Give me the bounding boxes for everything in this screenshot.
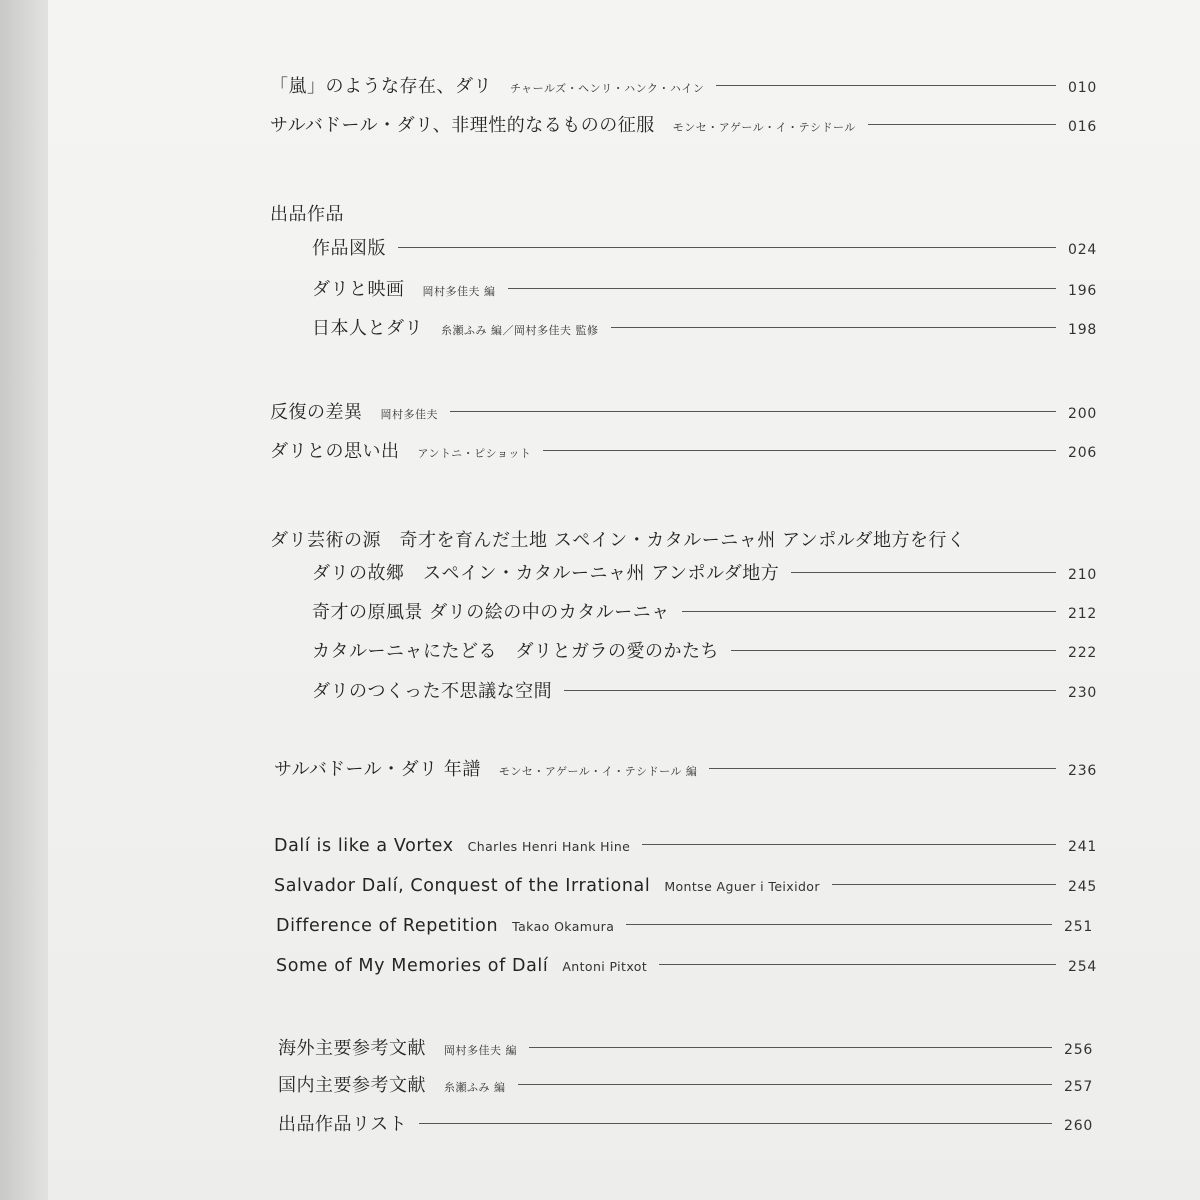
toc-entry-title: 「嵐」のような存在、ダリ [270, 76, 492, 97]
toc-entry [312, 598, 1110, 634]
toc-entry [270, 437, 1110, 473]
toc-entry-title: 奇才の原風景 ダリの絵の中のカタルーニャ [312, 602, 670, 623]
toc-entry-author: Antoni Pitxot [562, 959, 648, 974]
toc-entry [276, 956, 1110, 992]
toc-entry-title: 作品図版 [312, 238, 386, 259]
toc-entry-author: 岡村多佳夫 編 [444, 1044, 517, 1057]
leader-line [529, 1047, 1052, 1048]
toc-entry-page: 257 [1064, 1079, 1094, 1095]
leader-line [731, 650, 1056, 651]
toc-entry-page: 256 [1064, 1042, 1094, 1058]
section-heading: 出品作品 [270, 204, 344, 225]
toc-entry-title: Salvador Dalí, Conquest of the Irrational [274, 876, 651, 896]
toc-entry-page: 024 [1068, 242, 1098, 258]
leader-line [398, 247, 1056, 248]
toc-entry-title: ダリのつくった不思議な空間 [312, 681, 553, 702]
toc-entry-page: 245 [1068, 879, 1098, 895]
toc-entry-author: チャールズ・ヘンリ・ハンク・ハイン [510, 82, 705, 95]
toc-entry-page: 212 [1068, 606, 1098, 622]
leader-line [564, 690, 1056, 691]
toc-entry [312, 559, 1110, 595]
toc-entry [278, 1071, 1106, 1107]
toc-entry-page: 260 [1064, 1118, 1094, 1134]
toc-entry-title: 出品作品リスト [278, 1114, 408, 1135]
toc-entry [270, 72, 1110, 108]
toc-entry [312, 637, 1110, 673]
toc-entry-page: 236 [1068, 763, 1098, 779]
toc-entry-page: 230 [1068, 685, 1098, 701]
toc-entry-author: 糸瀬ふみ 編 [444, 1081, 506, 1094]
leader-line [626, 924, 1052, 925]
toc-entry-page: 016 [1068, 119, 1098, 135]
leader-line [611, 327, 1057, 328]
toc-entry [312, 275, 1110, 311]
toc-entry-page: 196 [1068, 283, 1098, 299]
toc-entry-page: 210 [1068, 567, 1098, 583]
toc-entry-page: 222 [1068, 645, 1098, 661]
toc-entry-author: アントニ・ピショット [417, 447, 532, 460]
toc-entry-author: Montse Aguer i Teixidor [664, 879, 820, 894]
toc-entry-title: カタルーニャにたどる ダリとガラの愛のかたち [312, 641, 719, 662]
toc-entry-page: 254 [1068, 959, 1098, 975]
toc-entry-page: 206 [1068, 445, 1098, 461]
toc-entry-page: 010 [1068, 80, 1098, 96]
toc-entry [270, 398, 1110, 434]
toc-entry-title: サルバドール・ダリ、非理性的なるものの征服 [270, 115, 655, 136]
toc-entry [312, 234, 1110, 270]
toc-entry-author: 岡村多佳夫 [380, 408, 438, 421]
toc-entry [312, 677, 1110, 713]
leader-line [508, 288, 1057, 289]
toc-entry [274, 836, 1110, 872]
toc-entry-title: ダリの故郷 スペイン・カタルーニャ州 アンポルダ地方 [312, 563, 780, 584]
leader-line [791, 572, 1056, 573]
toc-entry-title: ダリと映画 [312, 279, 405, 300]
toc-entry [274, 755, 1110, 791]
toc-entry-author: モンセ・アゲール・イ・テシドール 編 [498, 765, 698, 778]
toc-entry-author: Charles Henri Hank Hine [467, 839, 631, 854]
toc-entry-title: Dalí is like a Vortex [274, 836, 454, 856]
toc-entry-title: 日本人とダリ [312, 318, 423, 339]
toc-entry-title: サルバドール・ダリ 年譜 [274, 759, 481, 780]
leader-line [709, 768, 1056, 769]
toc-entry-author: 糸瀬ふみ 編／岡村多佳夫 監修 [441, 324, 599, 337]
section-heading: ダリ芸術の源 奇才を育んだ土地 スペイン・カタルーニャ州 アンポルダ地方を行く [270, 530, 966, 551]
toc-entry-page: 200 [1068, 406, 1098, 422]
toc-entry [312, 314, 1110, 350]
toc-entry-page: 241 [1068, 839, 1098, 855]
leader-line [450, 411, 1056, 412]
toc-entry-title: Some of My Memories of Dalí [276, 956, 549, 976]
leader-line [419, 1123, 1052, 1124]
toc-entry-author: Takao Okamura [512, 919, 615, 934]
toc-entry-author: モンセ・アゲール・イ・テシドール [672, 121, 856, 134]
leader-line [868, 124, 1056, 125]
toc-entry-title: Difference of Repetition [276, 916, 499, 936]
toc-entry [276, 916, 1106, 952]
leader-line [518, 1084, 1053, 1085]
leader-line [682, 611, 1056, 612]
leader-line [716, 85, 1056, 86]
leader-line [832, 884, 1056, 885]
toc-entry-page: 251 [1064, 919, 1094, 935]
toc-entry-title: 国内主要参考文献 [278, 1075, 426, 1096]
toc-entry-title: 反復の差異 [270, 402, 363, 423]
toc-entry [274, 876, 1110, 912]
leader-line [543, 450, 1056, 451]
toc-entry-author: 岡村多佳夫 編 [422, 285, 496, 298]
leader-line [642, 844, 1056, 845]
toc-entry [270, 111, 1110, 147]
toc-entry-title: ダリとの思い出 [270, 441, 400, 462]
toc-entry [278, 1034, 1106, 1070]
toc-entry [278, 1110, 1106, 1146]
leader-line [659, 964, 1056, 965]
toc-entry-page: 198 [1068, 322, 1098, 338]
toc-entry-title: 海外主要参考文献 [278, 1038, 426, 1059]
